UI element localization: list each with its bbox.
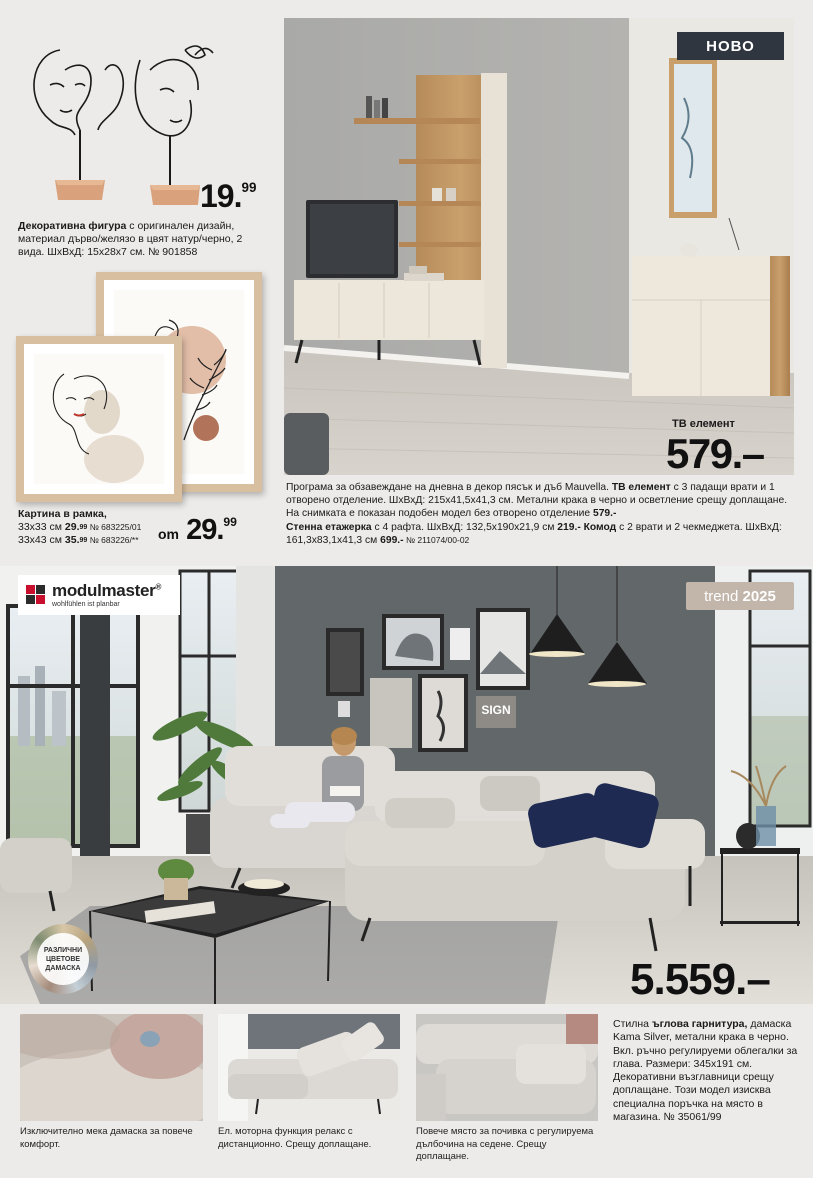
figure-desc-rest: с оригинален дизайн, материал дърво/желязо в цвят натур/черно, 2 вида. ШхВхД: 15x28x7 см. № 901858 xyxy=(18,220,243,258)
frame-title: Картина в рамка, xyxy=(18,508,107,520)
sofa-desc-1: Стилна xyxy=(613,1018,652,1030)
caption-fabric: Изключително мека дамаска за повече комфорт. xyxy=(20,1126,193,1150)
frame-price-1: 29. xyxy=(64,521,80,533)
trend-badge xyxy=(686,582,794,610)
sofa-description xyxy=(613,1018,798,1124)
program-description xyxy=(286,481,796,547)
price-main: 19. xyxy=(200,178,242,214)
sofa-desc-bold: ъглова гарнитура, xyxy=(651,1018,748,1030)
price-cents: 99 xyxy=(241,179,257,195)
relax-function-photo xyxy=(218,1014,400,1121)
frame-size-2: 33x43 см xyxy=(18,534,65,546)
program-bold-4: 219.- Комод xyxy=(557,521,617,533)
sofa-desc-2: дамаска Kama Silver, метални крака в черно. Вкл. ръчно регулируеми облегалки за глава. Размери: 345x191 см. Декоративни възглавници срещу доплащане. Този модел изисква специална поръчка на място в магазина. № 35061/99 xyxy=(613,1018,798,1124)
frame-cents-1: 99 xyxy=(79,524,88,531)
program-text-2: с 3 падащи врати и 1 отворено отделение. ШхВхД: 215x41,5x41,3 см. Метални крака в черно и осветление срещу доплащане. На снимката е показан подобен модел без отворено отделение xyxy=(286,482,788,520)
fabric-closeup-photo xyxy=(20,1014,203,1121)
logo-tagline: wohlfühlen ist planbar xyxy=(52,601,120,608)
fabric-colors-label: РАЗЛИЧНИ ЦВЕТОВЕ ДАМАСКА xyxy=(37,933,89,985)
program-text-3: с 4 рафта. ШхВхД: 132,5x190x21,9 см xyxy=(371,521,558,533)
caption-relax: Ел. моторна функция релакс с дистанционно. Срещу доплащане. xyxy=(218,1126,372,1150)
figure-description xyxy=(18,220,263,259)
frame-article-1: № 683225/01 xyxy=(87,522,142,532)
trend-word: trend xyxy=(704,587,739,605)
price-main: 29. xyxy=(186,514,224,546)
frame-variant-1 xyxy=(18,521,178,534)
logo-wordmark xyxy=(52,582,161,599)
program-bold-3: Стенна етажерка xyxy=(286,521,372,533)
frame-size-1: 33x33 см xyxy=(18,521,65,533)
program-bold-1: ТВ елемент xyxy=(611,482,671,493)
price-from-label: om xyxy=(158,526,179,542)
logo-mark-icon xyxy=(26,585,46,605)
frame-article-2: № 683226/** xyxy=(87,535,139,545)
sofa-room-photo xyxy=(0,566,813,1004)
frame-price-2: 35. xyxy=(64,534,80,546)
decorative-figures-image xyxy=(20,30,220,210)
figure-price xyxy=(200,178,256,215)
frame-variant-2 xyxy=(18,534,178,547)
caption-seat-depth: Повече място за почивка с регулируема дълбочина на седене. Срещу доплащане. xyxy=(416,1126,594,1162)
frame-description xyxy=(18,508,178,547)
program-text-5: № 211074/00-02 xyxy=(403,534,470,545)
program-bold-2: 579.- xyxy=(592,508,617,520)
program-bold-5: 699.- xyxy=(380,534,404,546)
modulmaster-logo xyxy=(18,575,180,615)
art-sign-text: SIGN xyxy=(481,703,511,717)
frame-cents-2: 99 xyxy=(79,537,88,544)
tv-room-photo xyxy=(284,18,794,475)
trend-year: 2025 xyxy=(742,587,776,605)
frame-price xyxy=(158,514,237,547)
program-text-4: с 2 врати и 2 чекмеджета. ШхВхД: 161,3x83,1x41,3 см xyxy=(286,521,782,546)
price-cents: 99 xyxy=(223,515,237,530)
logo-registered: ® xyxy=(155,582,162,592)
new-badge: НОВО xyxy=(677,32,784,60)
fabric-colors-badge xyxy=(28,924,98,994)
figure-desc-bold: Декоративна фигура xyxy=(18,220,127,232)
tv-price: 579.– xyxy=(666,430,764,477)
program-text-1: Програма за обзавеждане на дневна в декор пясък и дъб Mauvella. xyxy=(286,482,612,493)
logo-main-text: modulmaster xyxy=(52,581,156,600)
seat-depth-photo xyxy=(416,1014,598,1121)
sofa-price: 5.559.– xyxy=(630,955,770,1004)
framed-picture-front xyxy=(16,336,182,502)
tv-label: ТВ елемент xyxy=(672,418,735,430)
